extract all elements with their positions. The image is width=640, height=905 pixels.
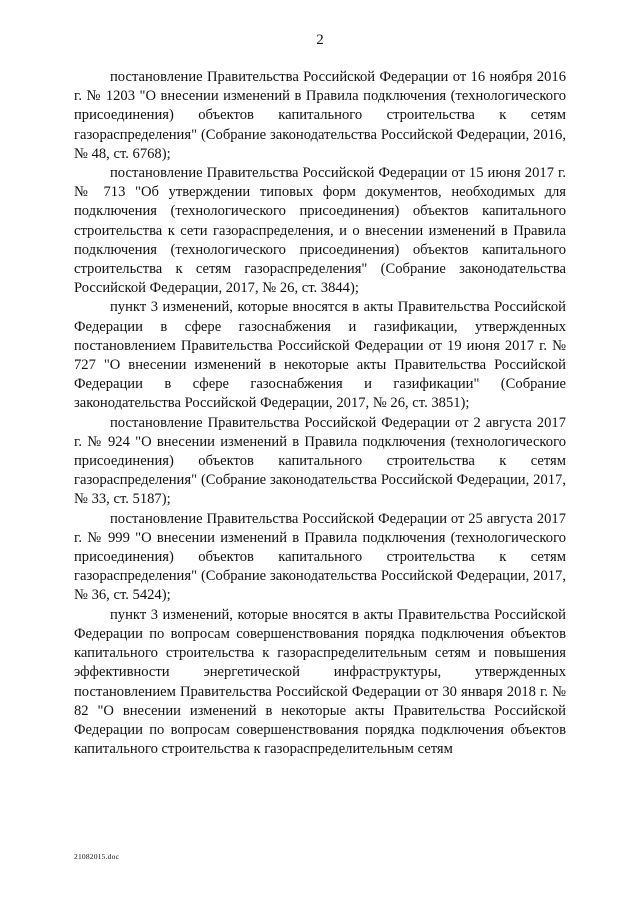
- paragraph-4: постановление Правительства Российской Федерации от 2 августа 2017 г. № 924 "О внесении изменений в Правила подключения (технологического присоединения) объектов капитального строительства к сетям газораспределения" (Собрание законодательства Российской Федерации, 2017, № 33, ст. 5187);: [74, 414, 566, 508]
- page-number: 2: [316, 32, 324, 48]
- paragraph-3: пункт 3 изменений, которые вносятся в акты Правительства Российской Федерации в сфере газоснабжения и газификации, утвержденных постановлением Правительства Российской Федерации от 19 июня 2017 г. № 727 "О внесении изменений в некоторые акты Правительства Российской Федерации в сфере газоснабжения и газификации" (Собрание законодательства Российской Федерации, 2017, № 26, ст. 3851);: [74, 299, 566, 412]
- paragraph-6: пункт 3 изменений, которые вносятся в акты Правительства Российской Федерации по вопросам совершенствования порядка подключения объектов капитального строительства к газораспределительным сетям и повышения эффективности энергетической инфраструктуры, утвержденных постановлением Правительства Российской Федерации от 30 января 2018 г. № 82 "О внесении изменений в некоторые акты Правительства Российской Федерации по вопросам совершенствования порядка подключения объектов капитального строительства к газораспределительным сетям: [74, 606, 566, 758]
- paragraph-5: постановление Правительства Российской Федерации от 25 августа 2017 г. № 999 "О внесении изменений в Правила подключения (технологического присоединения) объектов капитального строительства к сетям газораспределения" (Собрание законодательства Российской Федерации, 2017, № 36, ст. 5424);: [74, 510, 566, 604]
- document-body: [74, 68, 566, 759]
- paragraph-1: постановление Правительства Российской Федерации от 16 ноября 2016 г. № 1203 "О внесении изменений в Правила подключения (технологического присоединения) объектов капитального строительства к сетям газораспределения" (Собрание законодательства Российской Федерации, 2016, № 48, ст. 6768);: [74, 69, 566, 162]
- footer-file-code: 21082015.doc: [74, 852, 120, 861]
- paragraph-2: постановление Правительства Российской Федерации от 15 июня 2017 г. № 713 "Об утверждении типовых форм документов, необходимых для подключения (технологического присоединения) объектов капитального строительства к сети газораспределения, и о внесении изменений в Правила подключения (технологического присоединения) объектов капитального строительства к сетям газораспределения" (Собрание законодательства Российской Федерации, 2017, № 26, ст. 3844);: [74, 165, 566, 297]
